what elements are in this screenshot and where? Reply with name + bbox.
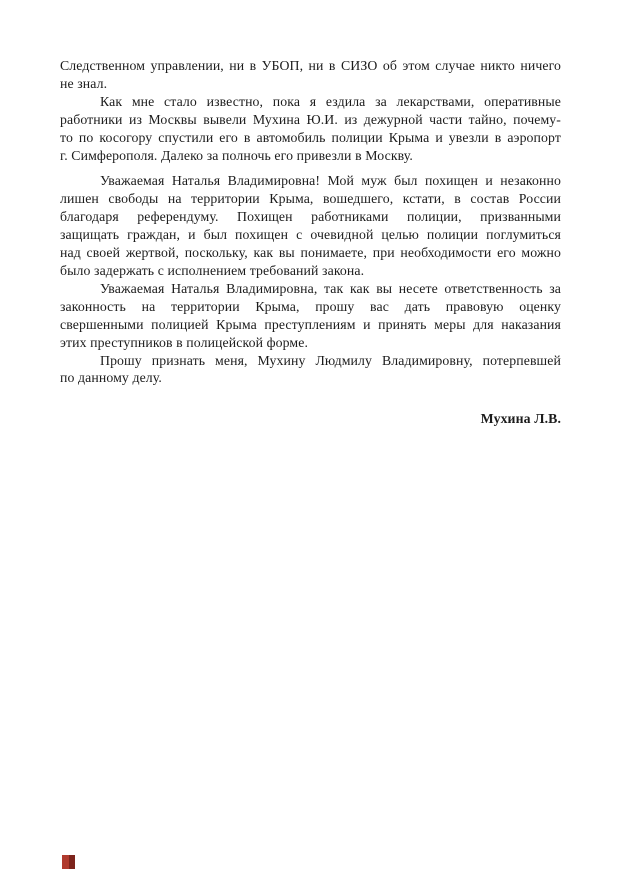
text-line: свершенными полицией Крыма преступлениям и принять меры для наказания bbox=[60, 316, 561, 332]
text-line: г. Симферополя. Далеко за полночь его привезли в Москву. bbox=[60, 147, 413, 163]
text-line: Как мне стало известно, пока я ездила за лекарствами, оперативные bbox=[100, 93, 561, 109]
text-line: законность на территории Крыма, прошу вас дать правовую оценку bbox=[60, 298, 561, 314]
text-line: Уважаемая Наталья Владимировна! Мой муж был похищен и незаконно bbox=[100, 173, 561, 189]
text-line: защищать граждан, и был похищен с очевидной целью полиции поглумиться bbox=[60, 227, 561, 243]
text-line: Следственном управлении, ни в УБОП, ни в СИЗО об этом случае никто ничего bbox=[60, 58, 561, 73]
text-line: работники из Москвы вывели Мухина Ю.И. из дежурной части тайно, почему- bbox=[60, 111, 561, 127]
text-line: благодаря референдуму. Похищен работниками полиции, призванными bbox=[60, 209, 561, 225]
text-line: то по косогору спустили его в автомобиль полиции Крыма и увезли в аэропорт bbox=[60, 129, 561, 145]
paragraph bbox=[60, 172, 561, 279]
paragraph bbox=[60, 280, 561, 352]
paragraph bbox=[60, 352, 561, 388]
text-line: над своей жертвой, поскольку, как вы понимаете, при необходимости его можно bbox=[60, 245, 561, 261]
text-line: не знал. bbox=[60, 75, 108, 91]
red-stamp-artifact bbox=[62, 855, 75, 869]
text-line: было задержать с исполнением требований закона. bbox=[60, 262, 365, 278]
text-line: этих преступников в полицейской форме. bbox=[60, 334, 309, 350]
letter-body bbox=[60, 57, 561, 428]
paragraph bbox=[60, 57, 561, 93]
text-line: по данному делу. bbox=[60, 370, 162, 386]
signature: Мухина Л.В. bbox=[480, 411, 561, 427]
text-line: лишен свободы на территории Крыма, вошедшего, кстати, в состав России bbox=[60, 191, 561, 207]
text-line: Прошу признать меня, Мухину Людмилу Владимировну, потерпевшей bbox=[100, 352, 561, 368]
text-line: Уважаемая Наталья Владимировна, так как вы несете ответственность за bbox=[100, 280, 561, 296]
paragraph bbox=[60, 93, 561, 165]
